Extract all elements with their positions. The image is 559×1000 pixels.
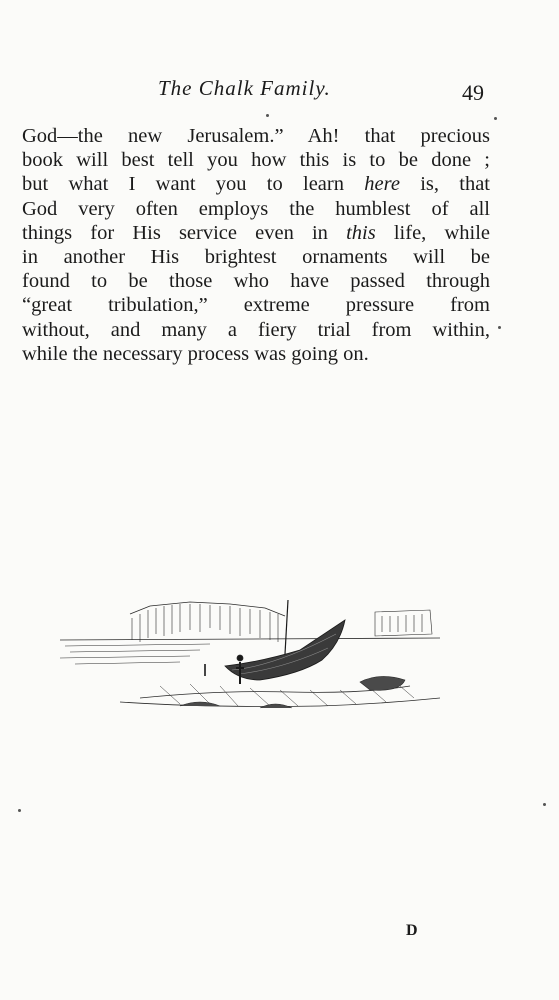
paper-speck (494, 117, 497, 120)
boat-mast (285, 600, 288, 654)
figure-head (237, 655, 243, 661)
text-line: while the necessary process was going on. (22, 342, 369, 365)
paper-speck (18, 809, 21, 812)
emphasis-this: this (346, 221, 376, 244)
text-line: without, and many a fiery trial from within, (22, 318, 490, 341)
paper-speck (498, 326, 501, 329)
horizon-line (60, 638, 440, 640)
paper-speck (266, 114, 269, 117)
emphasis-here: here (364, 173, 400, 196)
paper-speck (543, 803, 546, 806)
water-lines (60, 644, 210, 664)
text-line: found to be those who have passed through (22, 270, 490, 293)
boat-on-shore-engraving (60, 594, 442, 716)
body-paragraph (22, 124, 490, 366)
distant-buildings (375, 610, 432, 636)
cliff-shading (132, 604, 278, 642)
text-line: God very often employs the humblest of all (22, 197, 490, 220)
printer-signature-mark: D (406, 922, 418, 939)
running-head-title: The Chalk Family. (158, 76, 331, 100)
text-line: but what I want you to learn here is, that (22, 173, 490, 196)
text-line: “great tribulation,” extreme pressure from (22, 294, 490, 317)
text-line: things for His service even in this life, while (22, 221, 490, 244)
page-number: 49 (462, 80, 484, 105)
text-line: in another His brightest ornaments will be (22, 246, 490, 269)
text-line: God—the new Jerusalem.” Ah! that precious (22, 125, 490, 147)
text-line: book will best tell you how this is to be done ; (22, 149, 490, 172)
cliff-outline (130, 602, 285, 616)
